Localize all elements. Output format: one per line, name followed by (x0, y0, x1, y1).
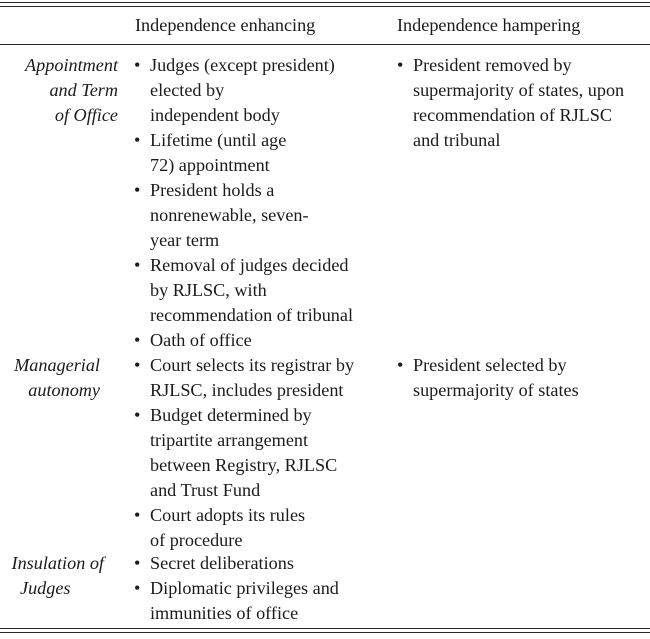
category-line: Appointment (25, 55, 118, 75)
list-item (134, 328, 353, 353)
header-rule (0, 44, 650, 45)
list-item (134, 576, 339, 626)
hampering-list-appointment (397, 53, 624, 153)
list-item-text: Court adopts its rules of procedure (150, 505, 306, 550)
list-item-text: Removal of judges decided by RJLSC, with recommendation of tribunal (150, 255, 354, 325)
category-line: Insulation of (11, 553, 104, 573)
list-item-text: Secret deliberations (150, 553, 294, 573)
table-top-rule (0, 2, 650, 3)
bullet-icon: • (134, 405, 141, 425)
list-item-text: Diplomatic privileges and immunities of office (150, 578, 339, 623)
table-bottom-rule-inner (0, 628, 650, 629)
column-header-enhancing: Independence enhancing (135, 15, 316, 35)
bullet-icon: • (397, 55, 404, 75)
column-header-hampering: Independence hampering (397, 15, 581, 35)
list-item-text: Court selects its registrar by RJLSC, includes president (150, 355, 355, 400)
list-item (134, 503, 354, 553)
category-line: of Office (54, 105, 118, 125)
category-line: Judges (20, 578, 71, 598)
table-bottom-rule (0, 632, 650, 633)
list-item-text: President removed by supermajority of states, upon recommendation of RJLSC and tribunal (413, 55, 625, 150)
list-item-text: President holds a nonrenewable, seven- year term (150, 180, 309, 250)
bullet-icon: • (134, 330, 141, 350)
row-category-insulation (0, 551, 104, 601)
list-item (134, 551, 339, 576)
list-item-text: Budget determined by tripartite arrangement between Registry, RJLSC and Trust Fund (150, 405, 338, 500)
list-item (134, 353, 354, 403)
list-item-text: Judges (except president) elected by independent body (150, 55, 335, 125)
list-item (134, 178, 353, 253)
category-line: and Term (49, 80, 118, 100)
bullet-icon: • (134, 255, 141, 275)
list-item (397, 53, 624, 153)
category-line: Managerial (14, 355, 100, 375)
enhancing-list-insulation (134, 551, 339, 626)
bullet-icon: • (134, 55, 141, 75)
list-item-text: President selected by supermajority of states (413, 355, 579, 400)
enhancing-list-managerial (134, 353, 354, 553)
table-top-rule-inner (0, 6, 650, 7)
category-line: autonomy (28, 380, 100, 400)
list-item (134, 403, 354, 503)
bullet-icon: • (134, 130, 141, 150)
bullet-icon: • (134, 355, 141, 375)
list-item (134, 128, 353, 178)
bullet-icon: • (134, 180, 141, 200)
bullet-icon: • (397, 355, 404, 375)
hampering-list-managerial (397, 353, 579, 403)
enhancing-list-appointment (134, 53, 353, 353)
bullet-icon: • (134, 553, 141, 573)
list-item (134, 53, 353, 128)
row-category-appointment (0, 53, 118, 128)
list-item-text: Oath of office (150, 330, 252, 350)
row-category-managerial (0, 353, 100, 403)
list-item-text: Lifetime (until age 72) appointment (150, 130, 287, 175)
bullet-icon: • (134, 578, 141, 598)
list-item (397, 353, 579, 403)
list-item (134, 253, 353, 328)
bullet-icon: • (134, 505, 141, 525)
